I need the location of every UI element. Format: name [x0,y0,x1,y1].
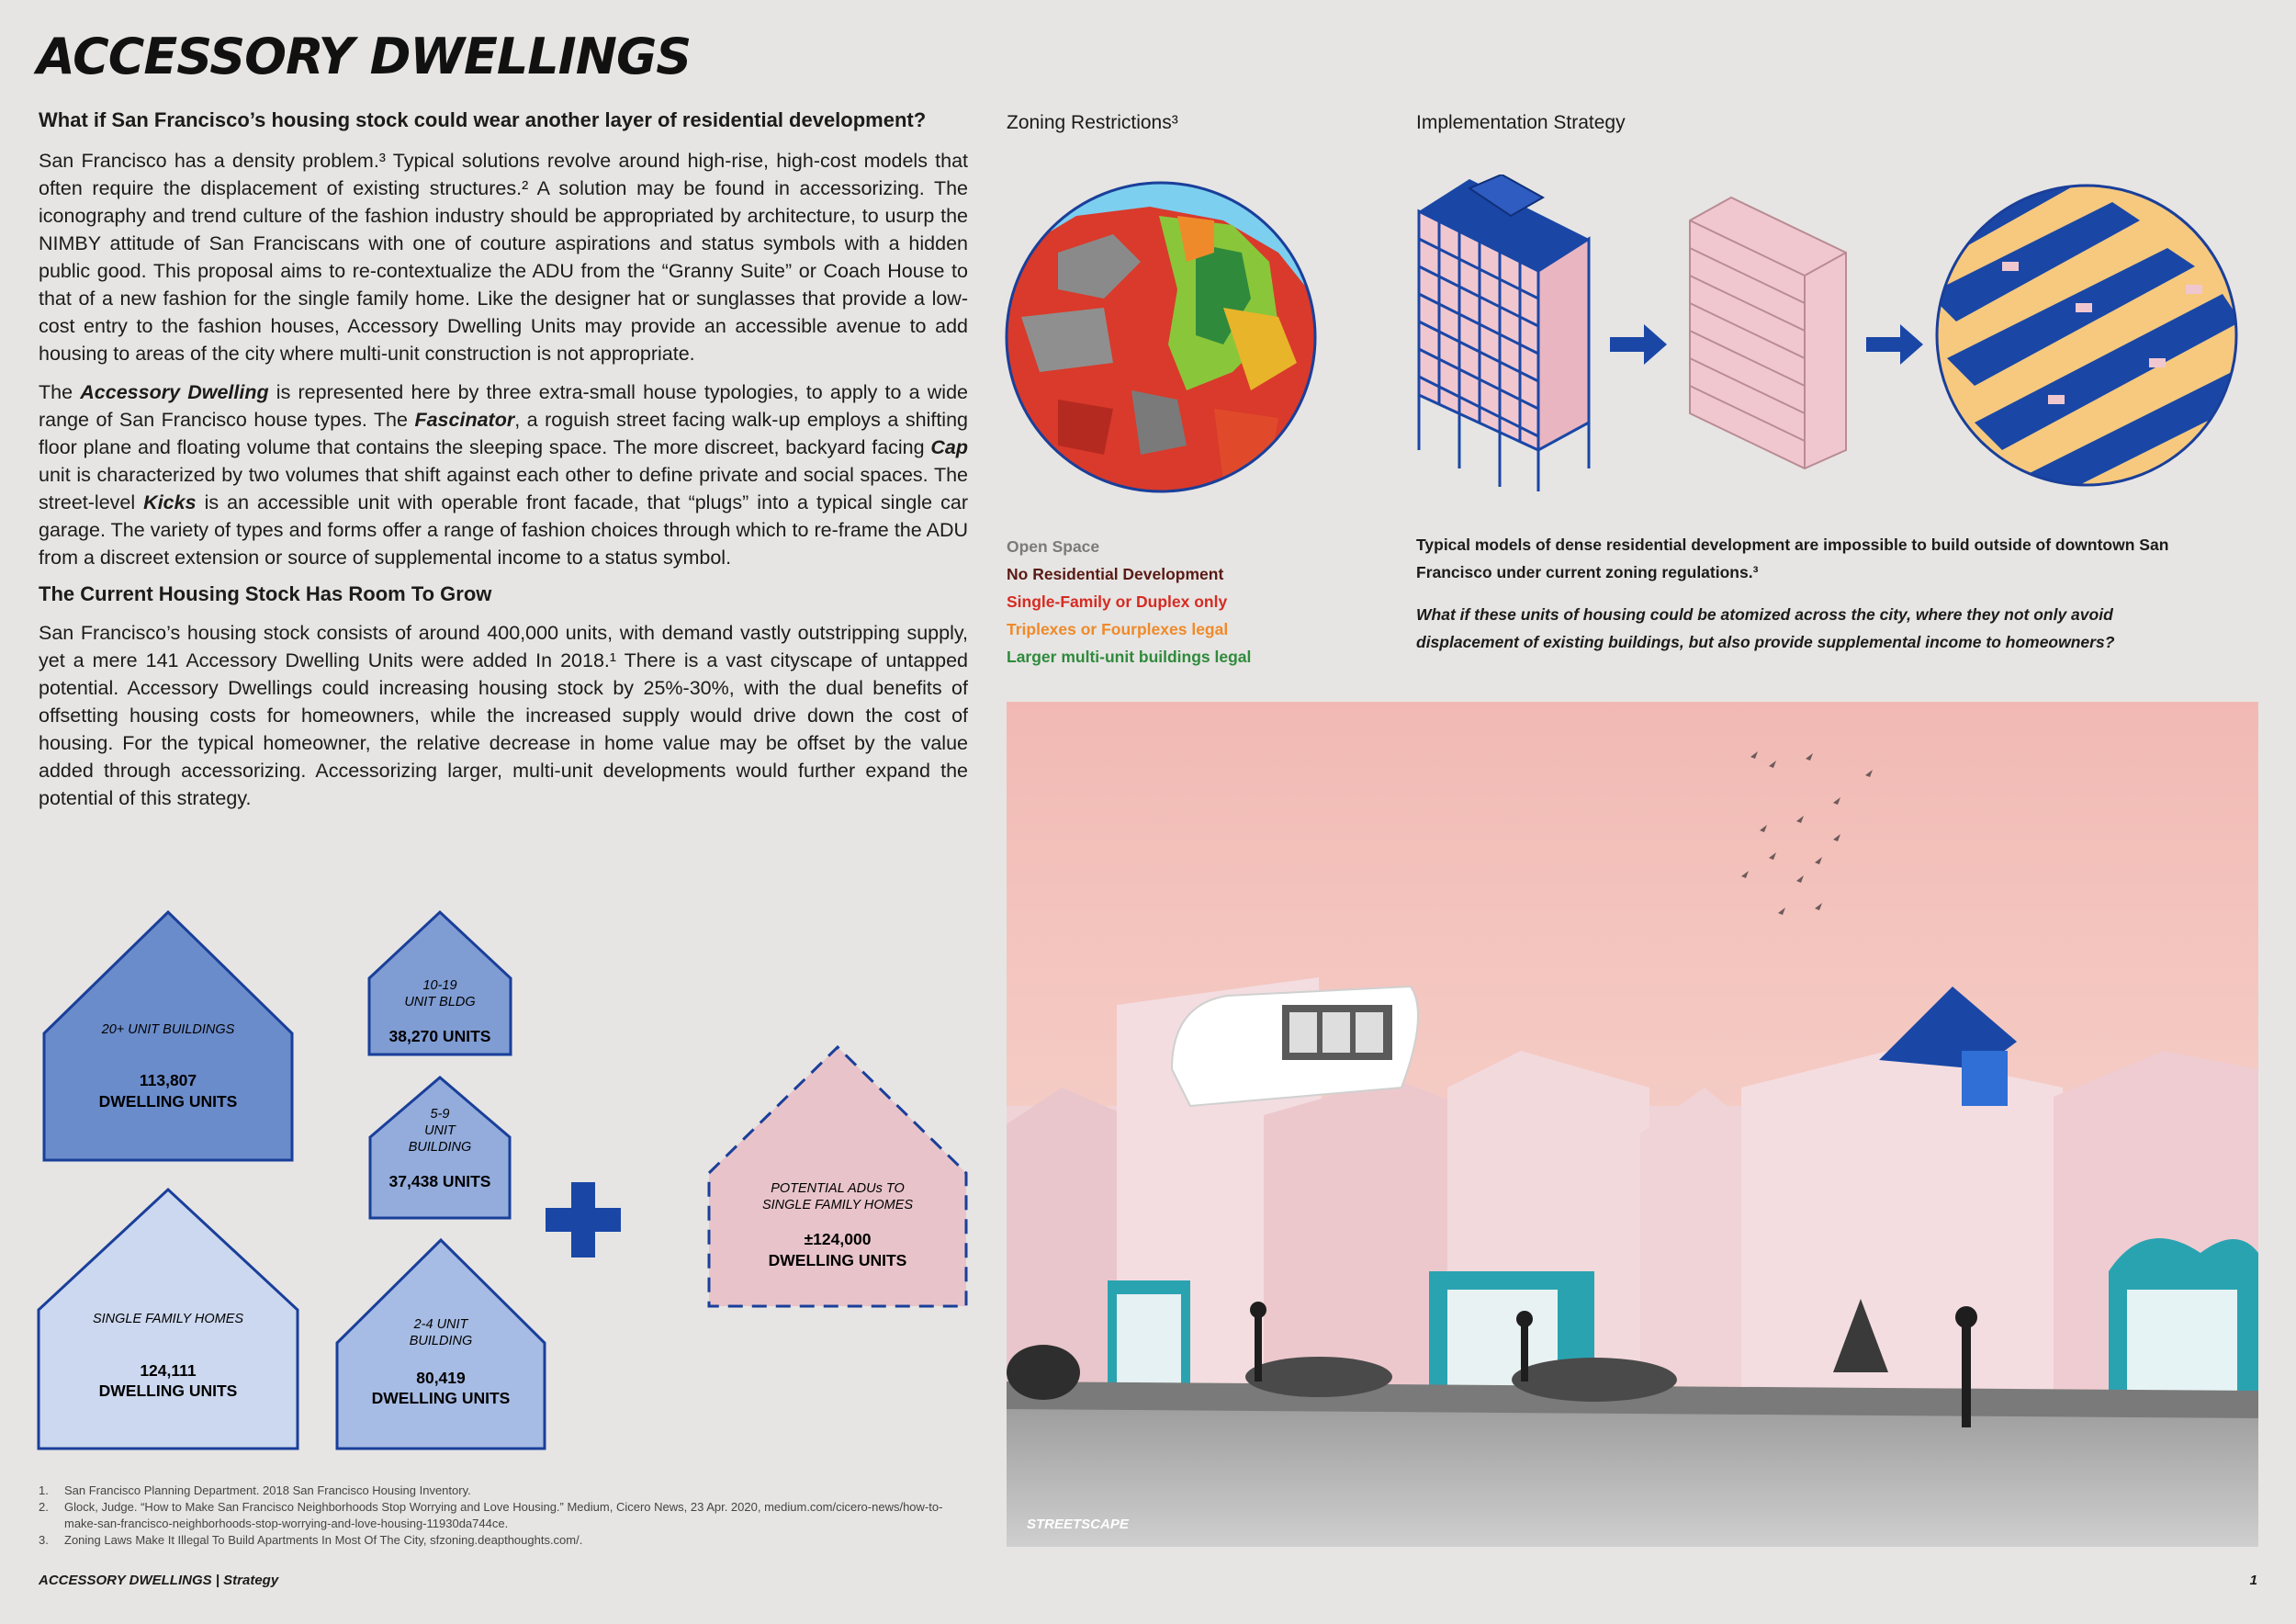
house-10-19-units [369,912,511,1054]
house-24-label-1: 2-4 UNIT [413,1317,468,1332]
streetscape-label: STREETSCAPE [1027,1517,1129,1532]
arrow-right-icon [1610,324,1667,365]
house-sf-value: 124,111 [140,1361,197,1380]
intro-paragraph-3: San Francisco’s housing stock consists of around 400,000 units, with demand vastly outstripping supply, yet a mere 141 Accessory Dwelling Units were added In 2018.¹ There is a vast cityscape of untapped potential. Accessory Dwellings could increasing housing stock by 25%-30%, with the dual benefits of offsetting housing costs for homeowners, while the increased supply would drive down the cost of housing. For the typical homeowner, the relative decrease in home value may be offset by the value added through accessorizing. Accessorizing larger, multi-unit developments would further expand the potential of this strategy. [39,622,968,809]
term-kicks: Kicks [143,491,197,513]
legend-single-family: Single-Family or Duplex only [1007,592,1228,611]
term-cap: Cap [930,436,968,458]
zoning-title: Zoning Restrictions³ [1007,112,1178,133]
intro-column [39,108,968,823]
house-20-plus-units [44,912,292,1160]
implementation-question: What if these units of housing could be atomized across the city, where they not only avoid displacement of existing buildings, but also provide supplemental income to homeowners? [1416,605,2115,651]
house-1019-label-2: UNIT BLDG [404,995,476,1009]
term-fascinator: Fascinator [414,409,515,431]
zoning-legend [1007,533,1251,671]
legend-open-space: Open Space [1007,537,1100,556]
term-accessory-dwelling: Accessory Dwelling [80,381,269,403]
house-adu-value: ±124,000 [804,1230,872,1248]
footnote-1: 1. San Francisco Planning Department. 2018 San Francisco Housing Inventory. [39,1483,471,1497]
house-59-value: 37,438 UNITS [388,1172,491,1190]
house-20-label: 20+ UNIT BUILDINGS [101,1022,235,1037]
page-title: ACCESSORY DWELLINGS [37,28,692,85]
implementation-text [1416,531,2215,671]
intro-paragraph-2: The Accessory Dwelling is represented here by three extra-small house typologies, to apply to a wide range of San Francisco house types. The Fascinator, a roguish street facing walk-up employs a shifting floor plane and floating volume that contains the sleeping space. The more discreet, backyard facing Cap unit is characterized by two volumes that shift against each other to define private and social spaces. The street-level Kicks is an accessible unit with operable front facade, that “plugs” into a typical single car garage. The variety of types and forms offer a range of fashion choices through which to re-frame the ADU from a discreet extension or source of supplemental income to a status symbol. [39,381,969,569]
footer-title: ACCESSORY DWELLINGS | Strategy [39,1573,279,1588]
house-59-label-3: BUILDING [408,1140,472,1155]
house-1019-value: 38,270 UNITS [388,1027,491,1045]
house-20-unit: DWELLING UNITS [98,1092,238,1111]
arrow-right-icon [1866,324,1923,365]
house-59-label-2: UNIT [424,1123,456,1138]
house-adu-label-1: POTENTIAL ADUs TO [771,1181,905,1196]
footnote-3: 3. Zoning Laws Make It Illegal To Build Apartments In Most Of The City, sfzoning.deapthoughts.com/. [39,1533,583,1547]
implementation-diagram [1414,175,2241,496]
house-adu-unit: DWELLING UNITS [768,1251,907,1269]
house-5-9-units [370,1077,510,1218]
fascinator-adu [1172,987,1418,1106]
legend-triplex: Triplexes or Fourplexes legal [1007,620,1229,638]
house-potential-adu [709,1047,966,1306]
implementation-title: Implementation Strategy [1416,112,1626,133]
page-number: 1 [2249,1573,2257,1588]
zoning-map [1003,179,1319,495]
house-59-label-1: 5-9 [430,1107,450,1122]
house-20-value: 113,807 [139,1071,197,1089]
house-24-unit: DWELLING UNITS [371,1389,511,1407]
legend-no-residential: No Residential Development [1007,565,1224,583]
house-1019-label-1: 10-19 [422,978,457,993]
housing-stock-diagram [28,900,983,1451]
atomized-city-illustration [1929,175,2241,496]
implementation-statement: Typical models of dense residential development are impossible to build outside of downtown San Francisco under current zoning regulations.³ [1416,536,2169,581]
legend-multi-unit: Larger multi-unit buildings legal [1007,648,1252,666]
high-rise-tower-illustration [1419,175,1589,491]
house-sf-label: SINGLE FAMILY HOMES [92,1312,244,1326]
plus-icon [546,1182,621,1257]
house-sf-unit: DWELLING UNITS [98,1382,238,1400]
house-2-4-units [337,1240,545,1449]
section-heading-housing-stock: The Current Housing Stock Has Room To Grow [39,582,492,605]
footnotes [39,1483,975,1549]
streetscape-rendering [1007,702,2258,1547]
intro-paragraph-1: San Francisco has a density problem.³ Typical solutions revolve around high-rise, high-cost models that often require the displacement of existing structures.² A solution may be found in accessorizing. The iconography and trend culture of the fashion industry should be appropriated by architecture, to usurp the NIMBY attitude of San Franciscans with one of couture aspirations and status symbols with a hidden public good. This proposal aims to re-contextualize the ADU from the “Granny Suite” or Coach House to that of a new fashion for the single family home. Like the designer hat or sunglasses that provide a low-cost entry to the fashion houses, Accessory Dwelling Units may provide an accessible avenue to add housing to areas of the city where multi-unit construction is not appropriate. [39,150,968,365]
house-adu-label-2: SINGLE FAMILY HOMES [761,1198,914,1212]
footnote-2: 2. Glock, Judge. “How to Make San Francisco Neighborhoods Stop Worrying and Love Housing.” Medium, Cicero News, 23 Apr. 2020, medium.com/cicero-news/how-to-make-san-francisco-neighborhoods-stop-worrying-and-love-housing-11930da744ce. [39,1500,943,1530]
house-single-family [39,1190,298,1449]
intro-question: What if San Francisco’s housing stock could wear another layer of residential development? [39,108,927,131]
house-24-label-2: BUILDING [409,1334,473,1348]
stacked-units-illustration [1690,197,1846,468]
house-24-value: 80,419 [416,1369,466,1387]
